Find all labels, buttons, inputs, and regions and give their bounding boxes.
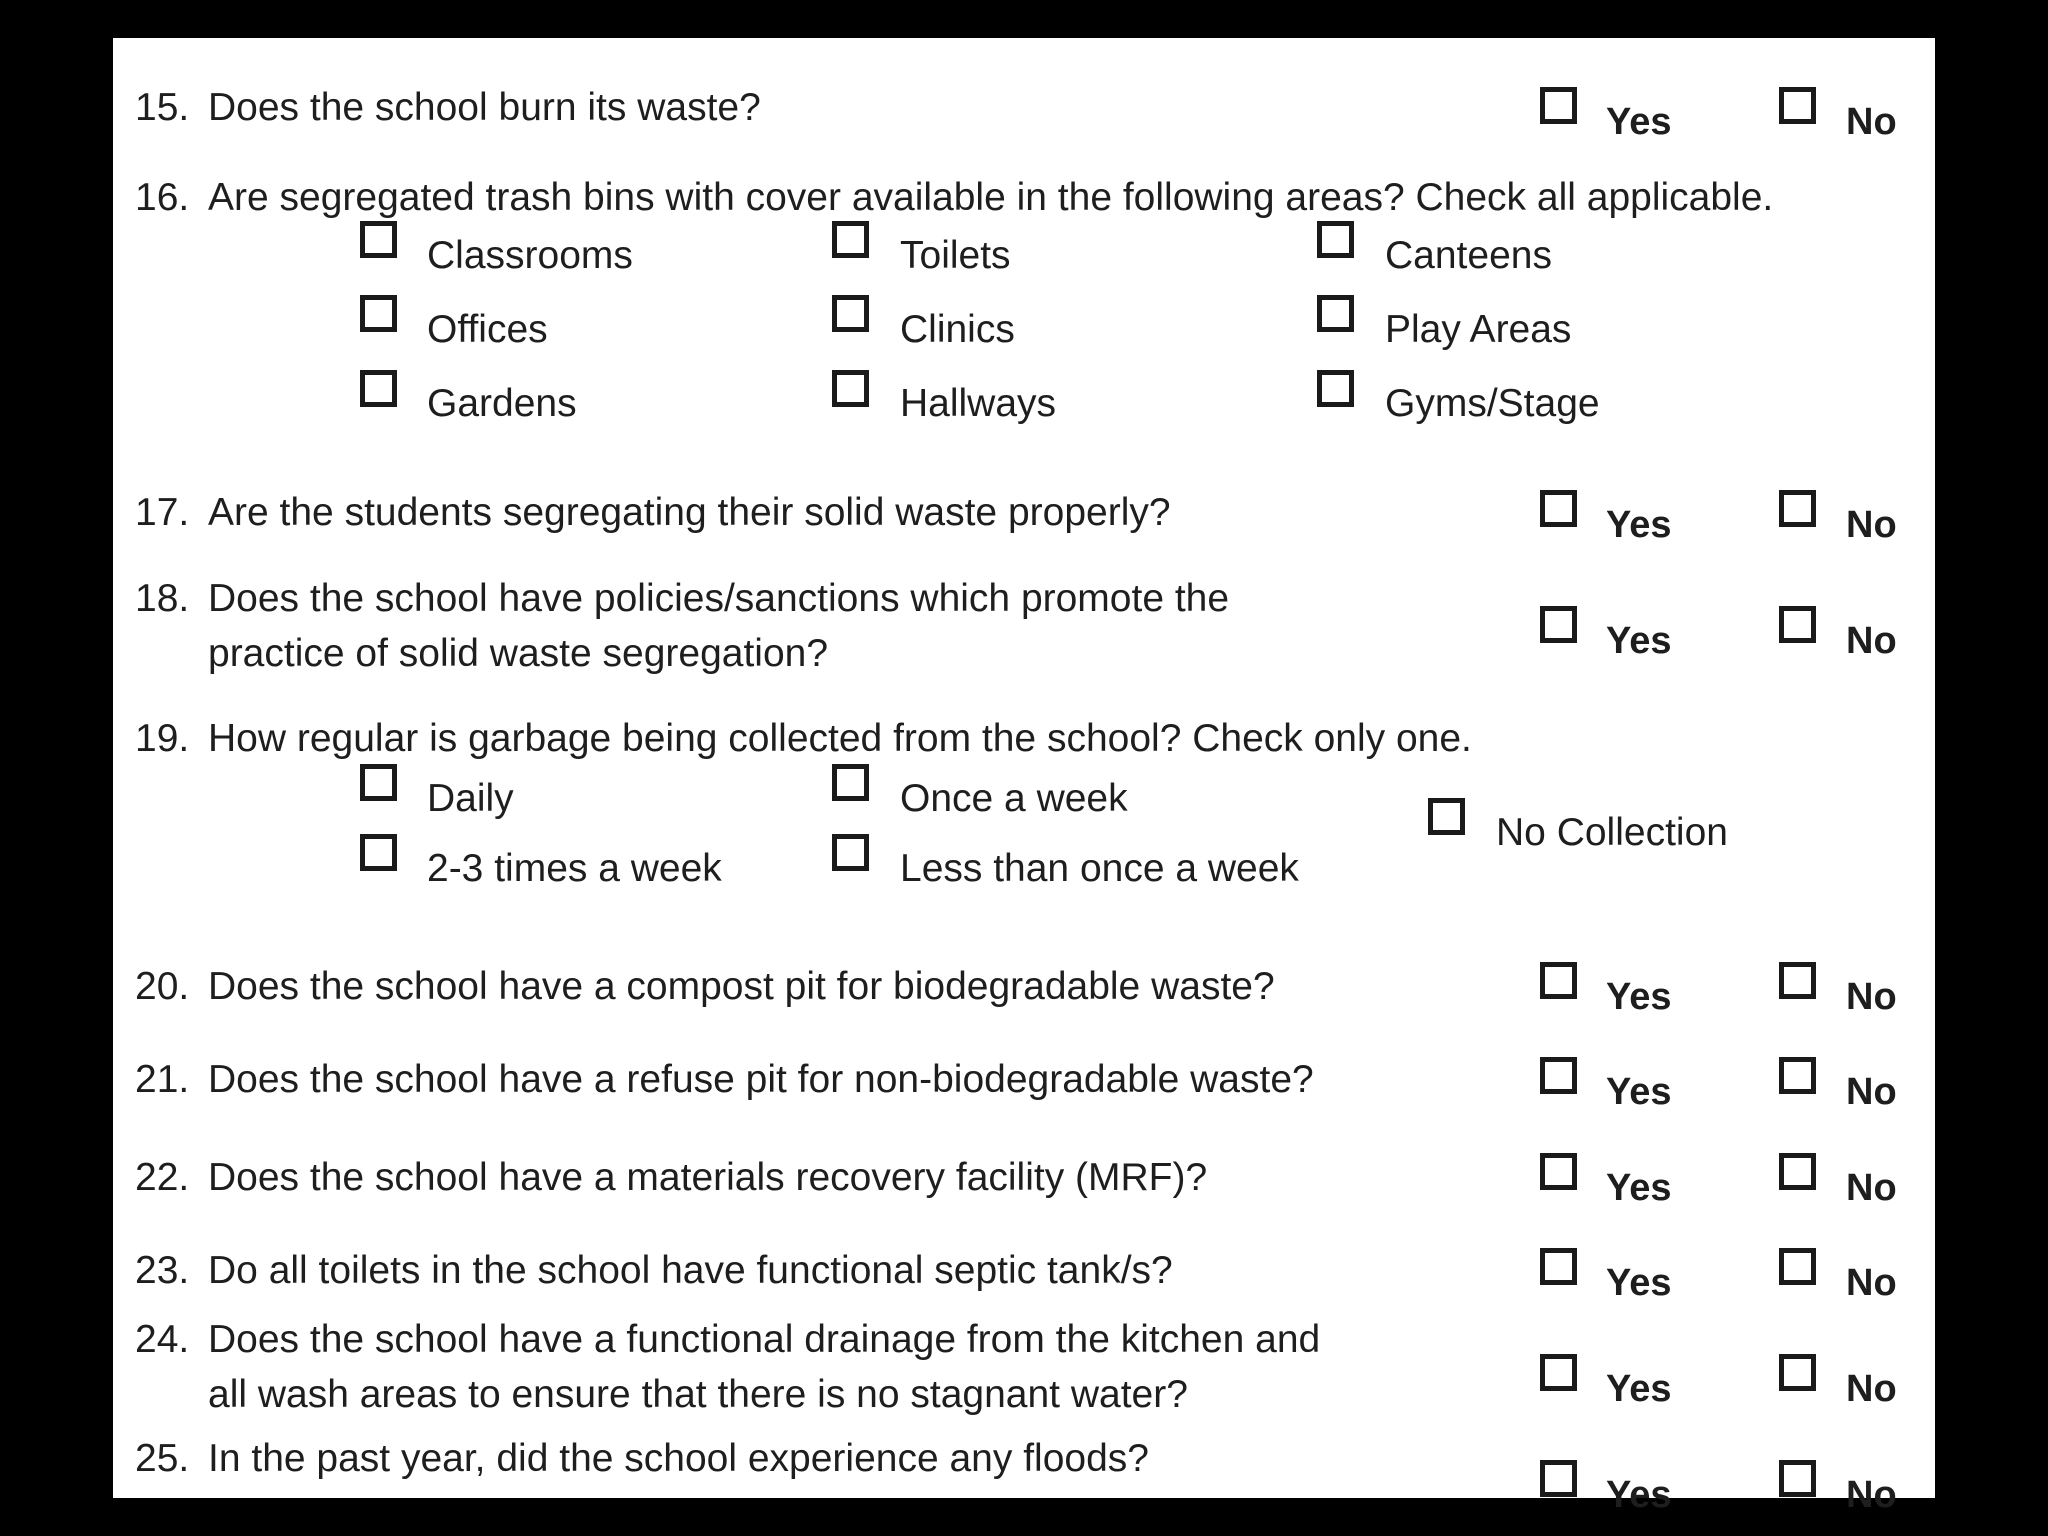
q25-no-checkbox[interactable] bbox=[1779, 1460, 1816, 1497]
q20-no-checkbox[interactable] bbox=[1779, 962, 1816, 999]
q19-less-than-once-a-week-checkbox[interactable] bbox=[832, 834, 869, 871]
q19-once-a-week-label: Once a week bbox=[900, 777, 1128, 820]
q23-yes-label: Yes bbox=[1606, 1262, 1672, 1304]
q16-classrooms-label: Classrooms bbox=[427, 234, 633, 277]
q16-toilets-label: Toilets bbox=[900, 234, 1011, 277]
q20-yes-checkbox[interactable] bbox=[1540, 962, 1577, 999]
q20-no-label: No bbox=[1846, 976, 1897, 1018]
q15-yes-label: Yes bbox=[1606, 101, 1672, 143]
q18-yes-checkbox[interactable] bbox=[1540, 606, 1577, 643]
q19-daily-checkbox[interactable] bbox=[360, 764, 397, 801]
q22-yes-checkbox[interactable] bbox=[1540, 1153, 1577, 1190]
q25-no-label: No bbox=[1846, 1474, 1897, 1516]
q16-offices-checkbox[interactable] bbox=[360, 295, 397, 332]
q16-classrooms-checkbox[interactable] bbox=[360, 221, 397, 258]
question-text: Does the school have a functional drainage from the kitchen and bbox=[208, 1318, 1321, 1361]
q19-2-3-times-a-week-label: 2-3 times a week bbox=[427, 847, 722, 890]
q15-no-label: No bbox=[1846, 101, 1897, 143]
question-number: 25. bbox=[135, 1437, 190, 1480]
question-text: How regular is garbage being collected from the school? Check only one. bbox=[208, 717, 1472, 760]
q25-yes-checkbox[interactable] bbox=[1540, 1460, 1577, 1497]
q17-no-label: No bbox=[1846, 504, 1897, 546]
q22-no-label: No bbox=[1846, 1167, 1897, 1209]
q24-yes-checkbox[interactable] bbox=[1540, 1354, 1577, 1391]
question-number: 19. bbox=[135, 717, 190, 760]
q21-yes-label: Yes bbox=[1606, 1071, 1672, 1113]
q16-canteens-label: Canteens bbox=[1385, 234, 1552, 277]
question-number: 24. bbox=[135, 1318, 190, 1361]
q16-offices-label: Offices bbox=[427, 308, 548, 351]
q22-yes-label: Yes bbox=[1606, 1167, 1672, 1209]
question-number: 23. bbox=[135, 1249, 190, 1292]
q23-yes-checkbox[interactable] bbox=[1540, 1248, 1577, 1285]
q19-no-collection-label: No Collection bbox=[1496, 811, 1728, 854]
q19-2-3-times-a-week-checkbox[interactable] bbox=[360, 834, 397, 871]
survey-form-page bbox=[113, 38, 1935, 1516]
q16-play-areas-label: Play Areas bbox=[1385, 308, 1572, 351]
question-number: 22. bbox=[135, 1156, 190, 1199]
q23-no-checkbox[interactable] bbox=[1779, 1248, 1816, 1285]
question-number: 15. bbox=[135, 86, 190, 129]
q16-hallways-label: Hallways bbox=[900, 382, 1057, 425]
q16-gyms-stage-label: Gyms/Stage bbox=[1385, 382, 1600, 425]
q18-no-checkbox[interactable] bbox=[1779, 606, 1816, 643]
question-text: Are segregated trash bins with cover available in the following areas? Check all applicable. bbox=[208, 176, 1774, 219]
question-text: practice of solid waste segregation? bbox=[208, 632, 829, 675]
q22-no-checkbox[interactable] bbox=[1779, 1153, 1816, 1190]
q15-yes-checkbox[interactable] bbox=[1540, 87, 1577, 124]
q16-hallways-checkbox[interactable] bbox=[832, 370, 869, 407]
question-text: Do all toilets in the school have functional septic tank/s? bbox=[208, 1249, 1173, 1292]
q18-no-label: No bbox=[1846, 620, 1897, 662]
question-number: 18. bbox=[135, 577, 190, 620]
q25-yes-label: Yes bbox=[1606, 1474, 1672, 1516]
q16-clinics-checkbox[interactable] bbox=[832, 295, 869, 332]
question-text: Are the students segregating their solid waste properly? bbox=[208, 491, 1171, 534]
q16-gardens-label: Gardens bbox=[427, 382, 577, 425]
q21-no-label: No bbox=[1846, 1071, 1897, 1113]
question-text: Does the school have a compost pit for biodegradable waste? bbox=[208, 965, 1275, 1008]
question-text: all wash areas to ensure that there is no stagnant water? bbox=[208, 1373, 1188, 1416]
q23-no-label: No bbox=[1846, 1262, 1897, 1304]
q16-play-areas-checkbox[interactable] bbox=[1317, 295, 1354, 332]
q18-yes-label: Yes bbox=[1606, 620, 1672, 662]
q16-toilets-checkbox[interactable] bbox=[832, 221, 869, 258]
question-text: Does the school have a materials recovery facility (MRF)? bbox=[208, 1156, 1208, 1199]
q16-clinics-label: Clinics bbox=[900, 308, 1015, 351]
q24-no-checkbox[interactable] bbox=[1779, 1354, 1816, 1391]
question-number: 21. bbox=[135, 1058, 190, 1101]
q17-yes-label: Yes bbox=[1606, 504, 1672, 546]
q19-less-than-once-a-week-label: Less than once a week bbox=[900, 847, 1299, 890]
question-number: 17. bbox=[135, 491, 190, 534]
question-number: 20. bbox=[135, 965, 190, 1008]
q24-yes-label: Yes bbox=[1606, 1368, 1672, 1410]
q19-no-collection-checkbox[interactable] bbox=[1428, 798, 1465, 835]
question-text: Does the school have policies/sanctions which promote the bbox=[208, 577, 1230, 620]
q16-canteens-checkbox[interactable] bbox=[1317, 221, 1354, 258]
q17-no-checkbox[interactable] bbox=[1779, 490, 1816, 527]
q20-yes-label: Yes bbox=[1606, 976, 1672, 1018]
q19-daily-label: Daily bbox=[427, 777, 514, 820]
question-text: Does the school have a refuse pit for non-biodegradable waste? bbox=[208, 1058, 1314, 1101]
q24-no-label: No bbox=[1846, 1368, 1897, 1410]
q17-yes-checkbox[interactable] bbox=[1540, 490, 1577, 527]
question-number: 16. bbox=[135, 176, 190, 219]
question-text: In the past year, did the school experience any floods? bbox=[208, 1437, 1149, 1480]
q21-yes-checkbox[interactable] bbox=[1540, 1057, 1577, 1094]
q16-gyms-stage-checkbox[interactable] bbox=[1317, 370, 1354, 407]
q19-once-a-week-checkbox[interactable] bbox=[832, 764, 869, 801]
q21-no-checkbox[interactable] bbox=[1779, 1057, 1816, 1094]
question-text: Does the school burn its waste? bbox=[208, 86, 761, 129]
q15-no-checkbox[interactable] bbox=[1779, 87, 1816, 124]
q16-gardens-checkbox[interactable] bbox=[360, 370, 397, 407]
